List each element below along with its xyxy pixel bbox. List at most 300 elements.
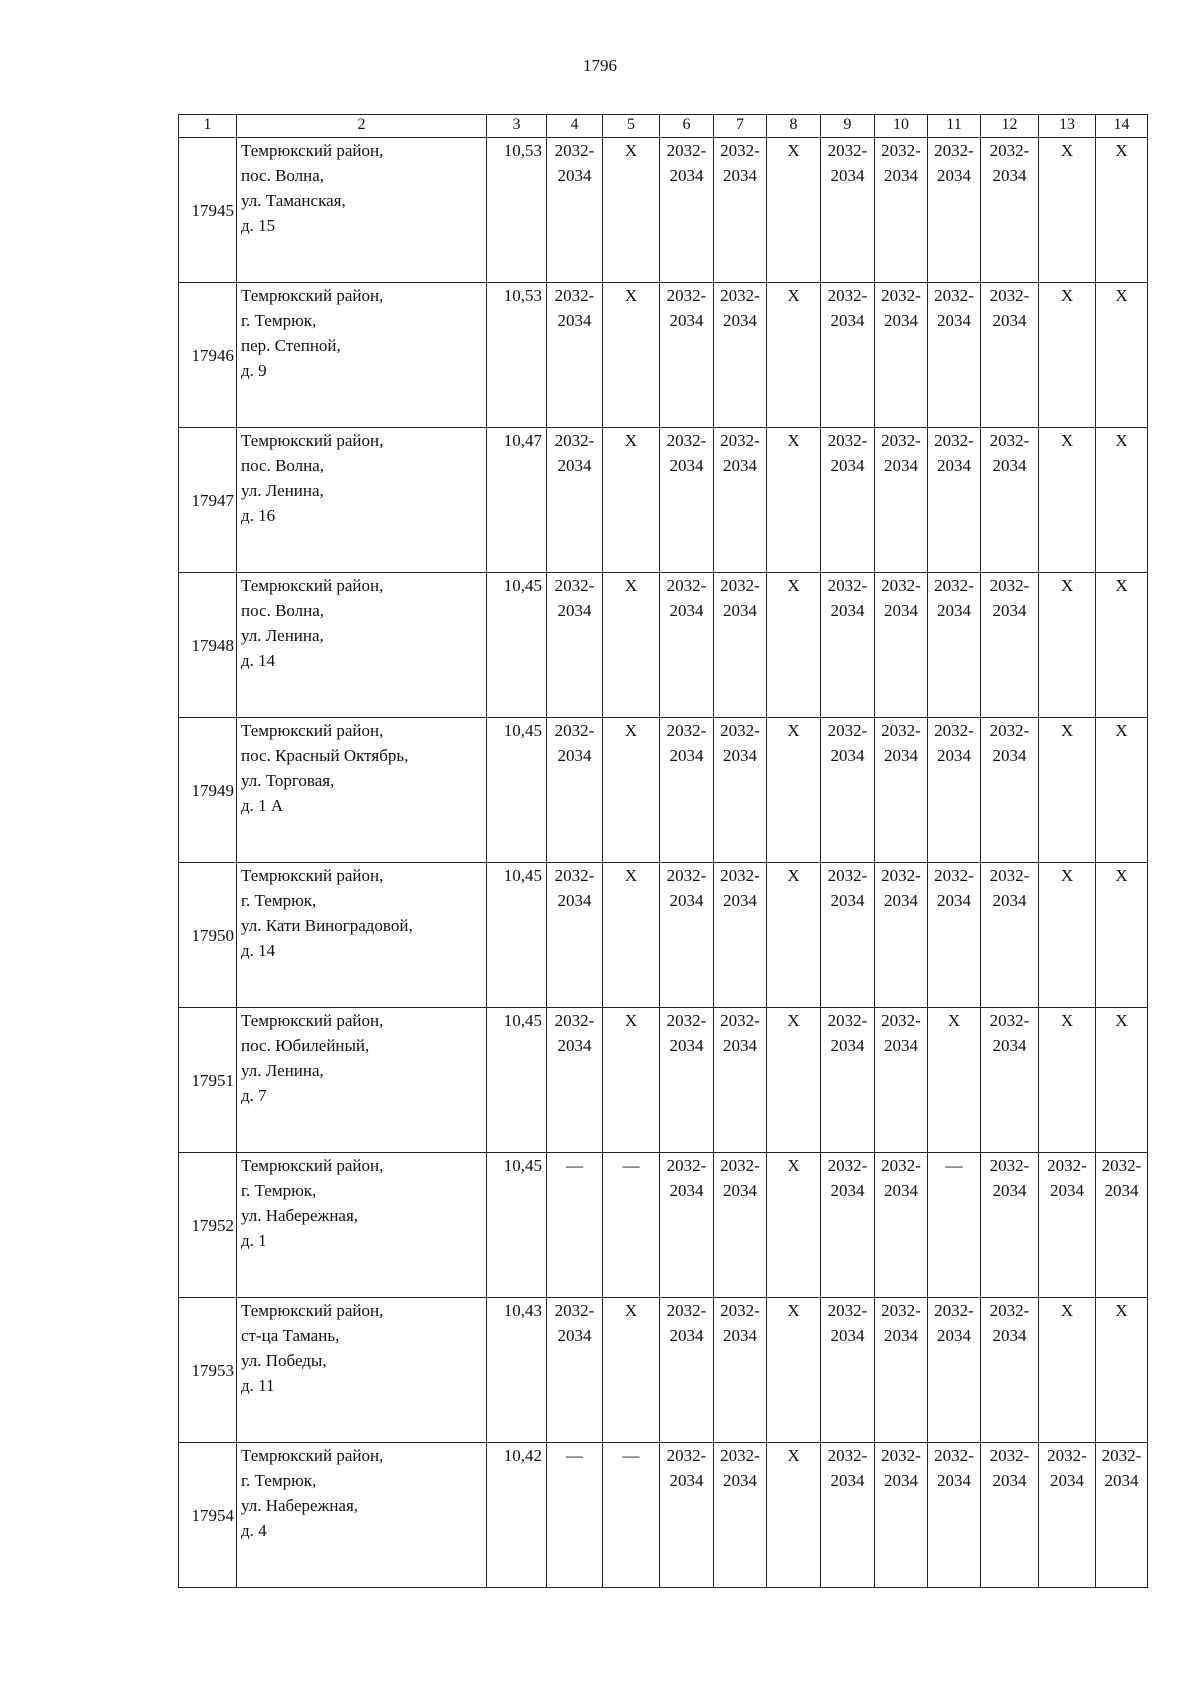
period-text: 2032- [989,1156,1030,1175]
period-cell [767,1298,821,1443]
period-text: 2034 [830,166,865,185]
period-text: 2032- [666,431,707,450]
period-cell [1039,863,1096,1008]
period-text: X [787,721,800,740]
address-line: Темрюкский район, [241,141,384,160]
address-line: ул. Кати Виноградовой, [241,916,413,935]
period-text: 2034 [669,601,704,620]
period-text: X [787,866,800,885]
period-text: 2032- [666,141,707,160]
period-cell [547,1153,603,1298]
value-cell: 10,53 [487,283,547,428]
period-text: 2034 [830,1036,865,1055]
period-text: X [1060,141,1074,160]
address-line: Темрюкский район, [241,286,384,305]
period-text: X [1060,286,1074,305]
period-text: 2032- [720,286,760,305]
period-cell [875,428,928,573]
period-cell [981,138,1039,283]
period-cell [660,428,714,573]
period-text: 2034 [937,166,971,185]
table-row [179,1298,1148,1443]
period-text: 2034 [830,601,865,620]
period-text: 2032- [720,431,760,450]
period-text: 2034 [830,1181,865,1200]
period-text: 2032- [827,431,868,450]
column-header: 7 [714,115,767,138]
value-cell: 10,47 [487,428,547,573]
table-row [179,138,1148,283]
period-text: X [1115,866,1128,885]
period-text: 2032- [881,1011,921,1030]
column-header: 14 [1096,115,1148,138]
address-line: ул. Ленина, [241,626,324,645]
period-cell [1096,1298,1148,1443]
period-text: X [624,1011,638,1030]
period-cell [821,573,875,718]
address-line: Темрюкский район, [241,431,384,450]
period-cell [928,1153,981,1298]
period-cell [660,1008,714,1153]
period-text: 2034 [723,1471,757,1490]
period-text: X [787,1011,800,1030]
period-cell [547,863,603,1008]
period-text: 2032- [827,286,868,305]
period-text: — [566,1156,583,1175]
period-cell [981,1298,1039,1443]
address-line: д. 9 [241,361,267,380]
period-text: 2032- [827,866,868,885]
period-text: X [1115,1301,1128,1320]
period-text: 2034 [830,746,865,765]
period-cell [714,138,767,283]
address-cell [237,1153,487,1298]
period-text: 2032- [720,1301,760,1320]
period-text: 2032- [666,1011,707,1030]
period-cell [875,1298,928,1443]
period-text: 2032- [720,1446,760,1465]
address-cell [237,428,487,573]
period-cell [821,138,875,283]
period-text: 2032- [1047,1156,1087,1175]
period-text: 2034 [669,1326,704,1345]
address-line: Темрюкский район, [241,1301,384,1320]
column-header: 3 [487,115,547,138]
period-text: 2034 [669,746,704,765]
period-cell [928,428,981,573]
period-cell [981,1008,1039,1153]
period-text: 2032- [989,141,1030,160]
period-cell [981,863,1039,1008]
period-cell [821,428,875,573]
period-cell [1096,1153,1148,1298]
address-line: ул. Набережная, [241,1206,359,1225]
period-cell [875,1008,928,1153]
period-text: 2032- [827,1156,868,1175]
period-text: X [1115,576,1128,595]
period-text: 2032- [666,1301,707,1320]
period-text: X [624,141,638,160]
period-cell [821,1298,875,1443]
period-text: 2034 [557,601,592,620]
period-text: 2034 [557,1036,592,1055]
row-number: 17951 [179,1008,237,1153]
period-cell [821,283,875,428]
period-text: 2032- [827,1301,868,1320]
address-line: ст-ца Тамань, [241,1326,340,1345]
address-line: г. Темрюк, [241,1181,317,1200]
period-cell [875,1153,928,1298]
period-text: 2032- [827,721,868,740]
period-cell [767,863,821,1008]
period-cell [660,138,714,283]
period-text: 2032- [881,866,921,885]
period-cell [547,1443,603,1588]
period-text: 2034 [884,1181,918,1200]
period-cell [1096,718,1148,863]
column-header: 5 [603,115,660,138]
period-cell [821,718,875,863]
period-text: 2034 [723,1181,757,1200]
period-text: X [624,286,638,305]
period-cell [767,428,821,573]
period-text: X [624,721,638,740]
period-cell [767,1008,821,1153]
period-cell [875,573,928,718]
period-cell [603,1443,660,1588]
table-row [179,428,1148,573]
period-text: 2034 [723,166,757,185]
page-number: 1796 [583,56,617,75]
period-cell [981,1443,1039,1588]
period-text: 2034 [1104,1471,1139,1490]
address-line: Темрюкский район, [241,1156,384,1175]
period-text: X [787,431,800,450]
period-text: 2034 [937,456,971,475]
value-cell: 10,45 [487,863,547,1008]
period-text: 2032- [666,286,707,305]
period-cell [821,1008,875,1153]
period-text: 2034 [669,1181,704,1200]
period-cell [981,573,1039,718]
period-text: 2032- [934,866,974,885]
period-cell [603,1008,660,1153]
period-text: 2032- [554,1301,595,1320]
period-text: 2034 [669,166,704,185]
period-cell [714,1153,767,1298]
column-header: 1 [179,115,237,138]
period-text: 2034 [884,311,918,330]
period-text: 2034 [937,746,971,765]
period-cell [767,573,821,718]
column-header: 2 [237,115,487,138]
period-cell [1096,1443,1148,1588]
period-text: 2034 [669,891,704,910]
address-cell [237,1298,487,1443]
period-text: 2032- [881,1301,921,1320]
period-cell [981,718,1039,863]
period-text: 2034 [830,1471,865,1490]
period-text: 2034 [830,891,865,910]
period-cell [660,718,714,863]
column-header: 6 [660,115,714,138]
row-number: 17949 [179,718,237,863]
period-text: 2034 [669,456,704,475]
address-cell [237,863,487,1008]
period-cell [928,1443,981,1588]
period-text: 2034 [937,601,971,620]
period-text: X [1060,866,1074,885]
period-text: 2032- [827,1011,868,1030]
period-text: 2032- [934,1301,974,1320]
period-text: 2032- [989,1011,1030,1030]
period-text: 2034 [992,1471,1027,1490]
period-cell [1096,1008,1148,1153]
period-cell [714,283,767,428]
period-text: 2032- [934,286,974,305]
period-cell [603,1298,660,1443]
period-cell [981,428,1039,573]
period-text: 2032- [989,721,1030,740]
period-text: 2032- [666,1156,707,1175]
period-text: 2034 [937,1326,971,1345]
period-cell [1039,718,1096,863]
period-text: — [622,1156,640,1175]
period-text: 2032- [934,431,974,450]
period-cell [603,863,660,1008]
period-text: 2034 [992,456,1027,475]
period-cell [1039,283,1096,428]
period-text: — [945,1156,963,1175]
period-text: 2032- [720,866,760,885]
table-row [179,283,1148,428]
address-line: д. 7 [241,1086,267,1105]
period-text: 2034 [937,311,971,330]
period-text: 2034 [669,311,704,330]
period-cell [547,138,603,283]
period-text: 2034 [723,746,757,765]
row-number: 17945 [179,138,237,283]
period-text: X [947,1011,961,1030]
period-cell [714,1008,767,1153]
period-text: 2032- [554,1011,595,1030]
period-text: X [787,576,800,595]
period-text: 2032- [989,431,1030,450]
period-cell [603,428,660,573]
period-cell [714,573,767,718]
address-line: ул. Ленина, [241,481,324,500]
period-text: 2034 [884,456,918,475]
address-line: пос. Юбилейный, [241,1036,370,1055]
period-cell [767,1153,821,1298]
period-text: 2034 [884,1036,918,1055]
period-text: 2034 [557,456,592,475]
address-line: Темрюкский район, [241,1446,384,1465]
period-text: — [622,1446,640,1465]
period-text: 2034 [723,891,757,910]
period-text: 2032- [1047,1446,1087,1465]
period-text: 2034 [1050,1181,1084,1200]
column-header: 9 [821,115,875,138]
period-text: 2032- [554,576,595,595]
period-cell [875,283,928,428]
column-header: 13 [1039,115,1096,138]
period-text: 2032- [1101,1446,1142,1465]
column-header: 4 [547,115,603,138]
period-text: 2032- [934,576,974,595]
value-cell: 10,45 [487,718,547,863]
period-cell [714,428,767,573]
period-text: 2032- [881,431,921,450]
table-row [179,573,1148,718]
period-text: 2034 [992,166,1027,185]
period-text: X [1115,141,1128,160]
period-text: 2032- [989,286,1030,305]
column-header-row [179,115,1148,138]
column-header: 8 [767,115,821,138]
address-line: Темрюкский район, [241,576,384,595]
address-line: д. 15 [241,216,276,235]
address-line: д. 11 [241,1376,275,1395]
period-text: 2032- [666,576,707,595]
period-text: X [1060,576,1074,595]
period-text: 2034 [557,746,592,765]
period-cell [1039,573,1096,718]
period-text: 2034 [557,891,592,910]
period-text: 2032- [554,141,595,160]
period-cell [603,138,660,283]
period-text: 2034 [884,166,918,185]
period-text: 2032- [720,576,760,595]
period-text: 2032- [554,866,595,885]
address-line: пос. Волна, [241,166,325,185]
period-text: 2032- [989,866,1030,885]
table-row [179,1008,1148,1153]
address-line: пос. Волна, [241,601,325,620]
period-cell [875,863,928,1008]
period-cell [714,718,767,863]
address-line: д. 1 [241,1231,267,1250]
period-cell [767,138,821,283]
period-text: 2034 [992,311,1027,330]
period-cell [547,428,603,573]
period-text: 2034 [884,746,918,765]
period-text: 2034 [992,601,1027,620]
period-text: X [624,866,638,885]
value-cell: 10,45 [487,573,547,718]
address-line: ул. Набережная, [241,1496,359,1515]
address-line: ул. Победы, [241,1351,327,1370]
period-text: X [624,576,638,595]
period-text: 2034 [992,746,1027,765]
period-cell [821,1443,875,1588]
period-cell [1039,1298,1096,1443]
period-text: X [1115,431,1128,450]
table-row [179,863,1148,1008]
value-cell: 10,42 [487,1443,547,1588]
period-cell [714,863,767,1008]
address-cell [237,573,487,718]
table-row [179,718,1148,863]
row-number: 17948 [179,573,237,718]
period-text: 2032- [720,1011,760,1030]
row-number: 17953 [179,1298,237,1443]
period-cell [821,863,875,1008]
period-cell [928,138,981,283]
address-line: пер. Степной, [241,336,341,355]
period-text: 2034 [723,1036,757,1055]
period-text: 2034 [1050,1471,1084,1490]
row-number: 17946 [179,283,237,428]
period-text: 2032- [827,576,868,595]
period-text: X [1115,1011,1128,1030]
period-text: X [787,1156,800,1175]
address-cell [237,283,487,428]
period-cell [660,573,714,718]
address-line: ул. Таманская, [241,191,346,210]
period-text: 2034 [992,1036,1027,1055]
period-cell [767,718,821,863]
period-text: 2032- [666,721,707,740]
period-cell [767,283,821,428]
address-line: Темрюкский район, [241,1011,384,1030]
address-line: д. 14 [241,651,276,670]
period-cell [547,283,603,428]
period-text: 2032- [881,1446,921,1465]
period-cell [928,863,981,1008]
address-line: д. 4 [241,1521,267,1540]
period-text: — [566,1446,583,1465]
period-text: 2034 [723,601,757,620]
address-line: пос. Волна, [241,456,325,475]
period-cell [1096,573,1148,718]
address-line: г. Темрюк, [241,311,317,330]
period-text: 2034 [557,166,592,185]
row-number: 17952 [179,1153,237,1298]
period-text: 2034 [937,891,971,910]
period-text: 2032- [989,1446,1030,1465]
period-cell [981,283,1039,428]
period-cell [660,1153,714,1298]
period-cell [660,863,714,1008]
period-text: 2032- [934,141,974,160]
period-text: 2032- [881,1156,921,1175]
period-text: X [624,1301,638,1320]
period-cell [714,1443,767,1588]
period-text: 2034 [992,1326,1027,1345]
period-text: X [1060,431,1074,450]
period-cell [1096,138,1148,283]
period-cell [547,573,603,718]
period-text: 2034 [830,456,865,475]
row-number: 17954 [179,1443,237,1588]
period-cell [660,1443,714,1588]
period-text: 2032- [720,1156,760,1175]
table-row [179,1153,1148,1298]
period-cell [928,1008,981,1153]
period-cell [660,283,714,428]
value-cell: 10,43 [487,1298,547,1443]
period-text: 2032- [881,141,921,160]
period-text: 2032- [827,141,868,160]
address-line: ул. Торговая, [241,771,335,790]
address-line: д. 16 [241,506,276,525]
period-cell [1039,1008,1096,1153]
address-cell [237,138,487,283]
period-text: 2034 [937,1471,971,1490]
period-cell [981,1153,1039,1298]
period-cell [547,1298,603,1443]
